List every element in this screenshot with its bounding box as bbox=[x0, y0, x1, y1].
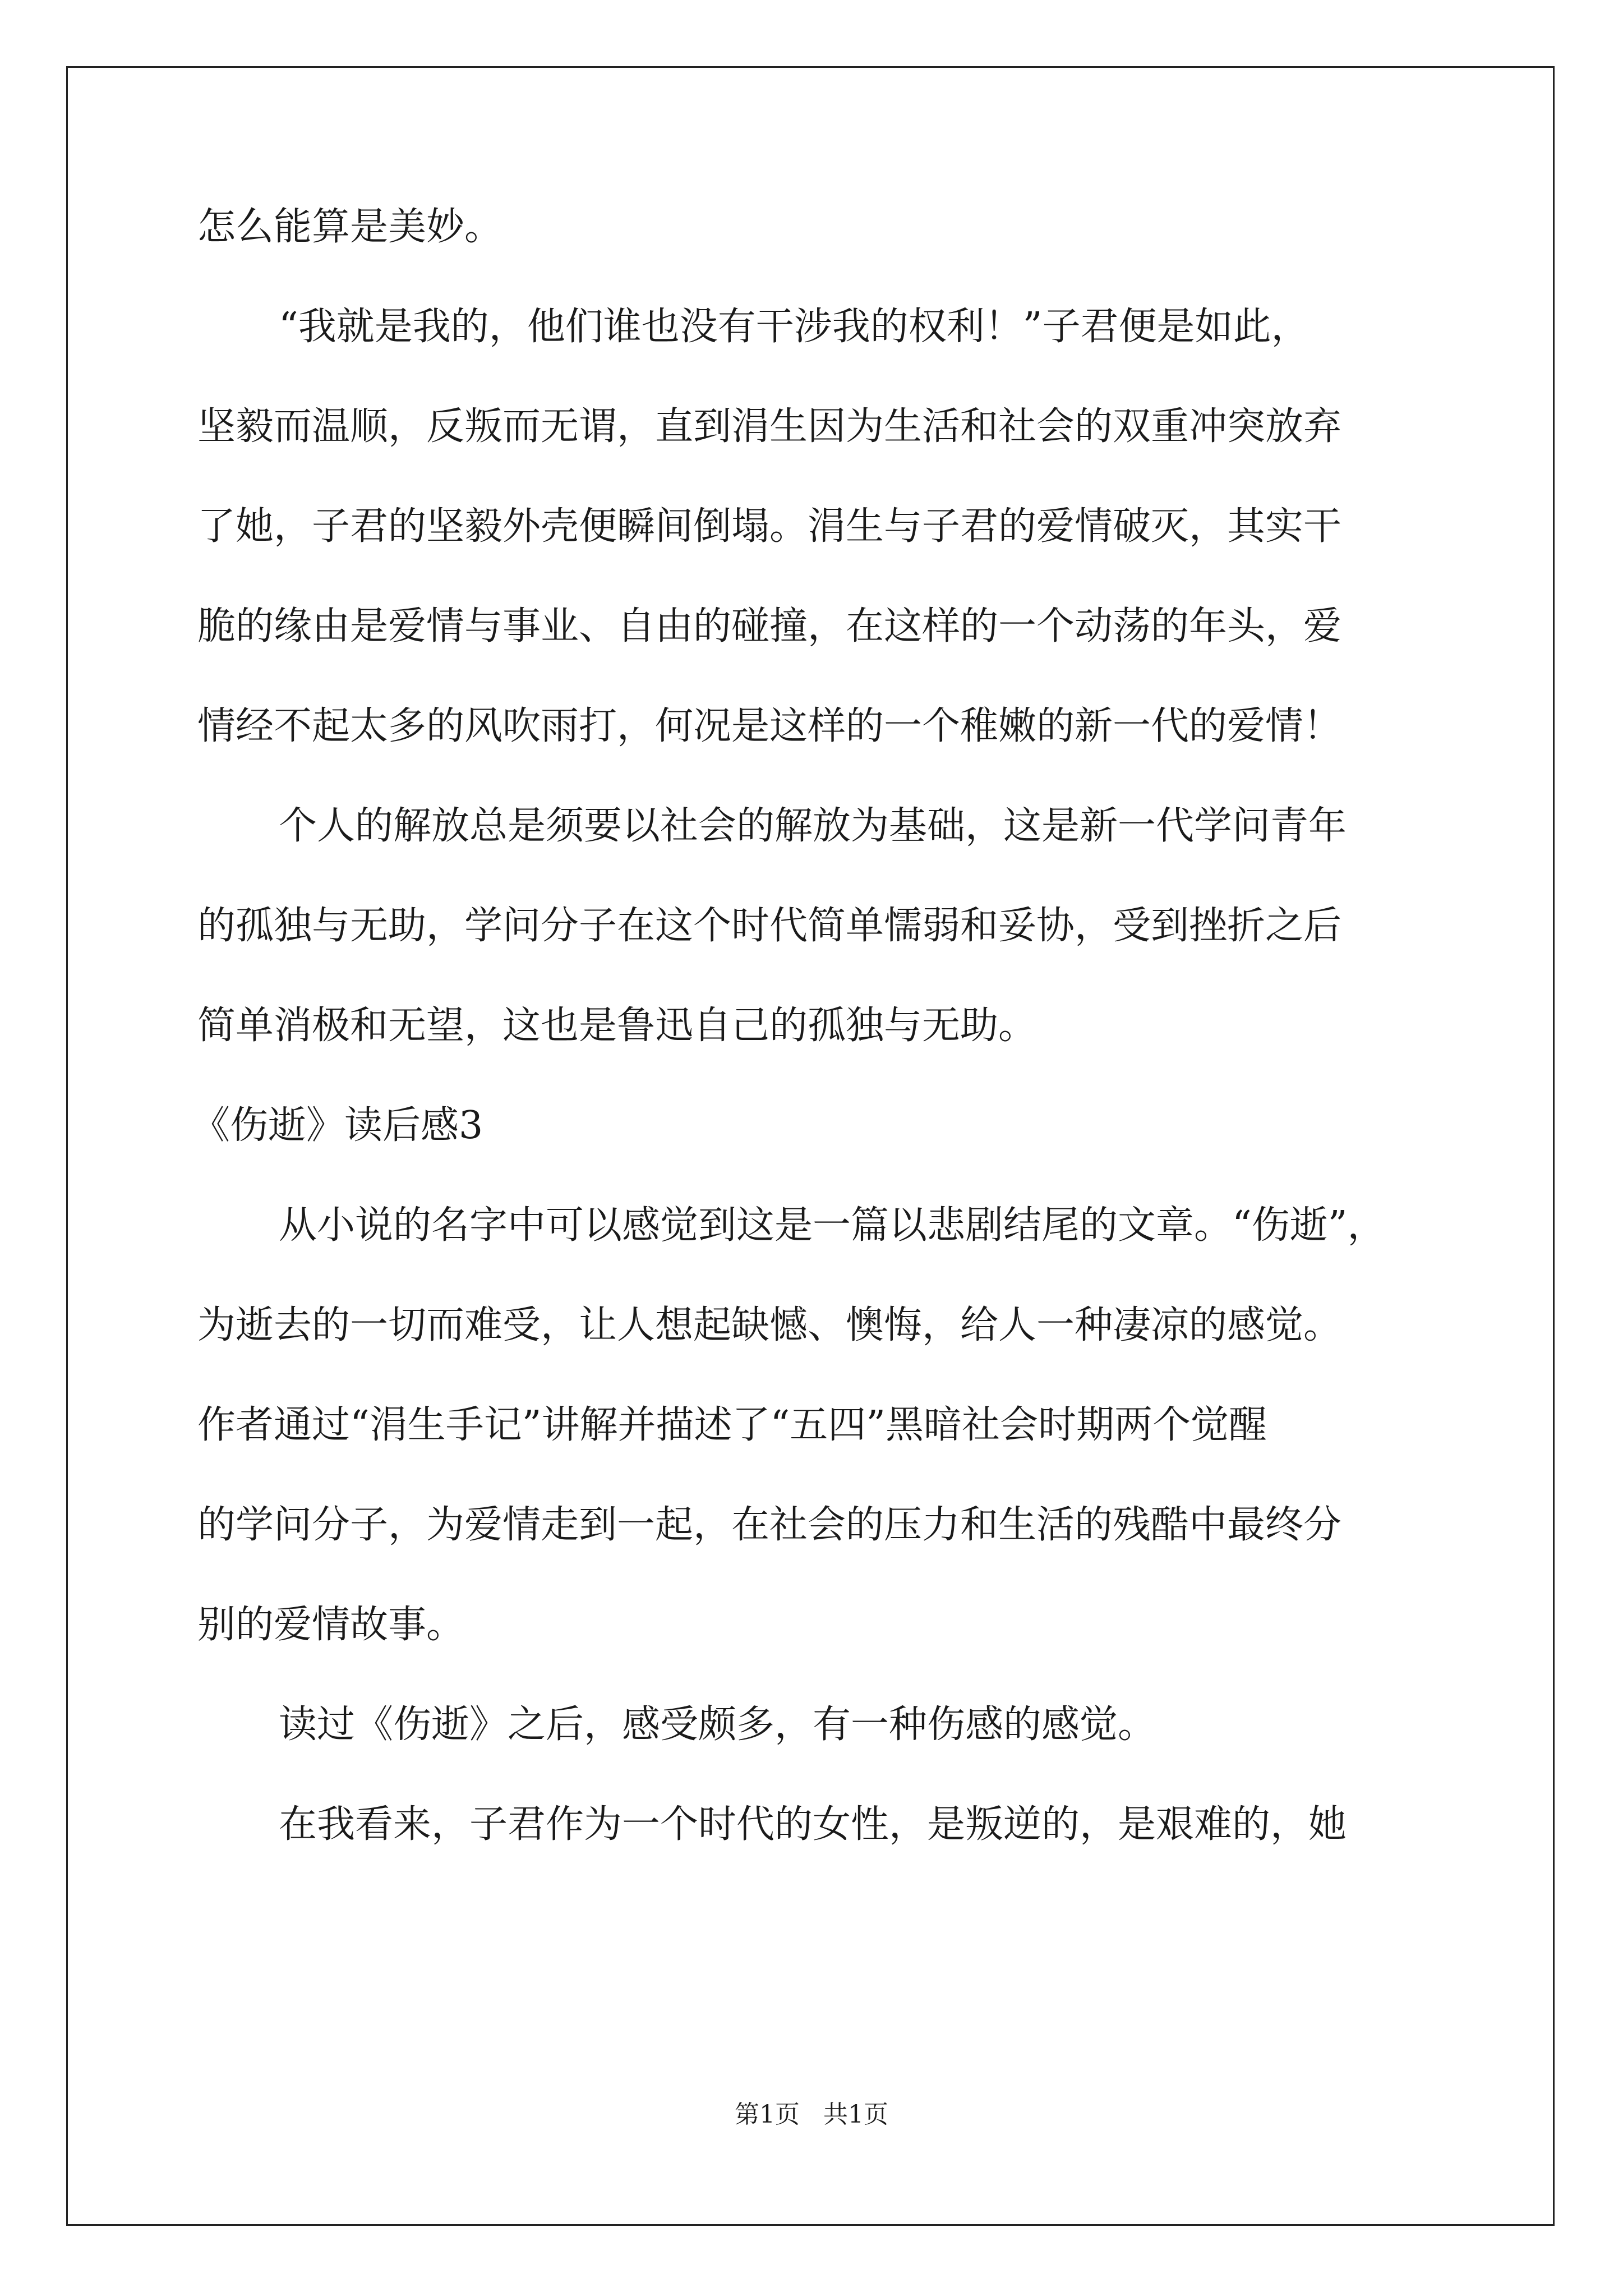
page-footer: 第1页 共1页 bbox=[735, 2100, 888, 2129]
text-line: 怎么能算是美妙。 bbox=[197, 205, 503, 249]
text-line: 脆的缘由是爱情与事业、自由的碰撞，在这样的一个动荡的年头，爱 bbox=[197, 604, 1342, 648]
text-line: 的孤独与无助，学问分子在这个时代简单懦弱和妥协，受到挫折之后 bbox=[197, 904, 1342, 948]
document-body bbox=[192, 202, 1431, 1899]
text-line: 从小说的名字中可以感觉到这是一篇以悲剧结尾的文章。“伤逝”， bbox=[279, 1203, 1386, 1248]
text-line: 简单消极和无望，这也是鲁迅自己的孤独与无助。 bbox=[197, 1004, 1037, 1048]
section-heading: 《伤逝》读后感3 bbox=[192, 1103, 483, 1148]
text-line: 为逝去的一切而难受，让人想起缺憾、懊悔，给人一种凄凉的感觉。 bbox=[197, 1303, 1342, 1347]
text-line: 别的爱情故事。 bbox=[197, 1603, 465, 1647]
text-line: 个人的解放总是须要以社会的解放为基础，这是新一代学问青年 bbox=[279, 804, 1347, 848]
text-line: 在我看来，子君作为一个时代的女性，是叛逆的，是艰难的，她 bbox=[279, 1802, 1347, 1847]
text-line: 的学问分子，为爱情走到一起，在社会的压力和生活的残酷中最终分 bbox=[197, 1503, 1342, 1547]
text-line: 了她，子君的坚毅外壳便瞬间倒塌。涓生与子君的爱情破灭，其实干 bbox=[197, 504, 1342, 549]
text-line: 坚毅而温顺，反叛而无谓，直到涓生因为生活和社会的双重冲突放弃 bbox=[197, 404, 1342, 449]
text-line: 作者通过“涓生手记”讲解并描述了“五四”黑暗社会时期两个觉醒 bbox=[197, 1403, 1267, 1447]
text-line: 读过《伤逝》之后，感受颇多，有一种伤感的感觉。 bbox=[279, 1703, 1156, 1747]
text-line: “我就是我的，他们谁也没有干涉我的权利！”子君便是如此， bbox=[279, 305, 1310, 349]
text-line: 情经不起太多的风吹雨打，何况是这样的一个稚嫩的新一代的爱情！ bbox=[197, 704, 1342, 748]
